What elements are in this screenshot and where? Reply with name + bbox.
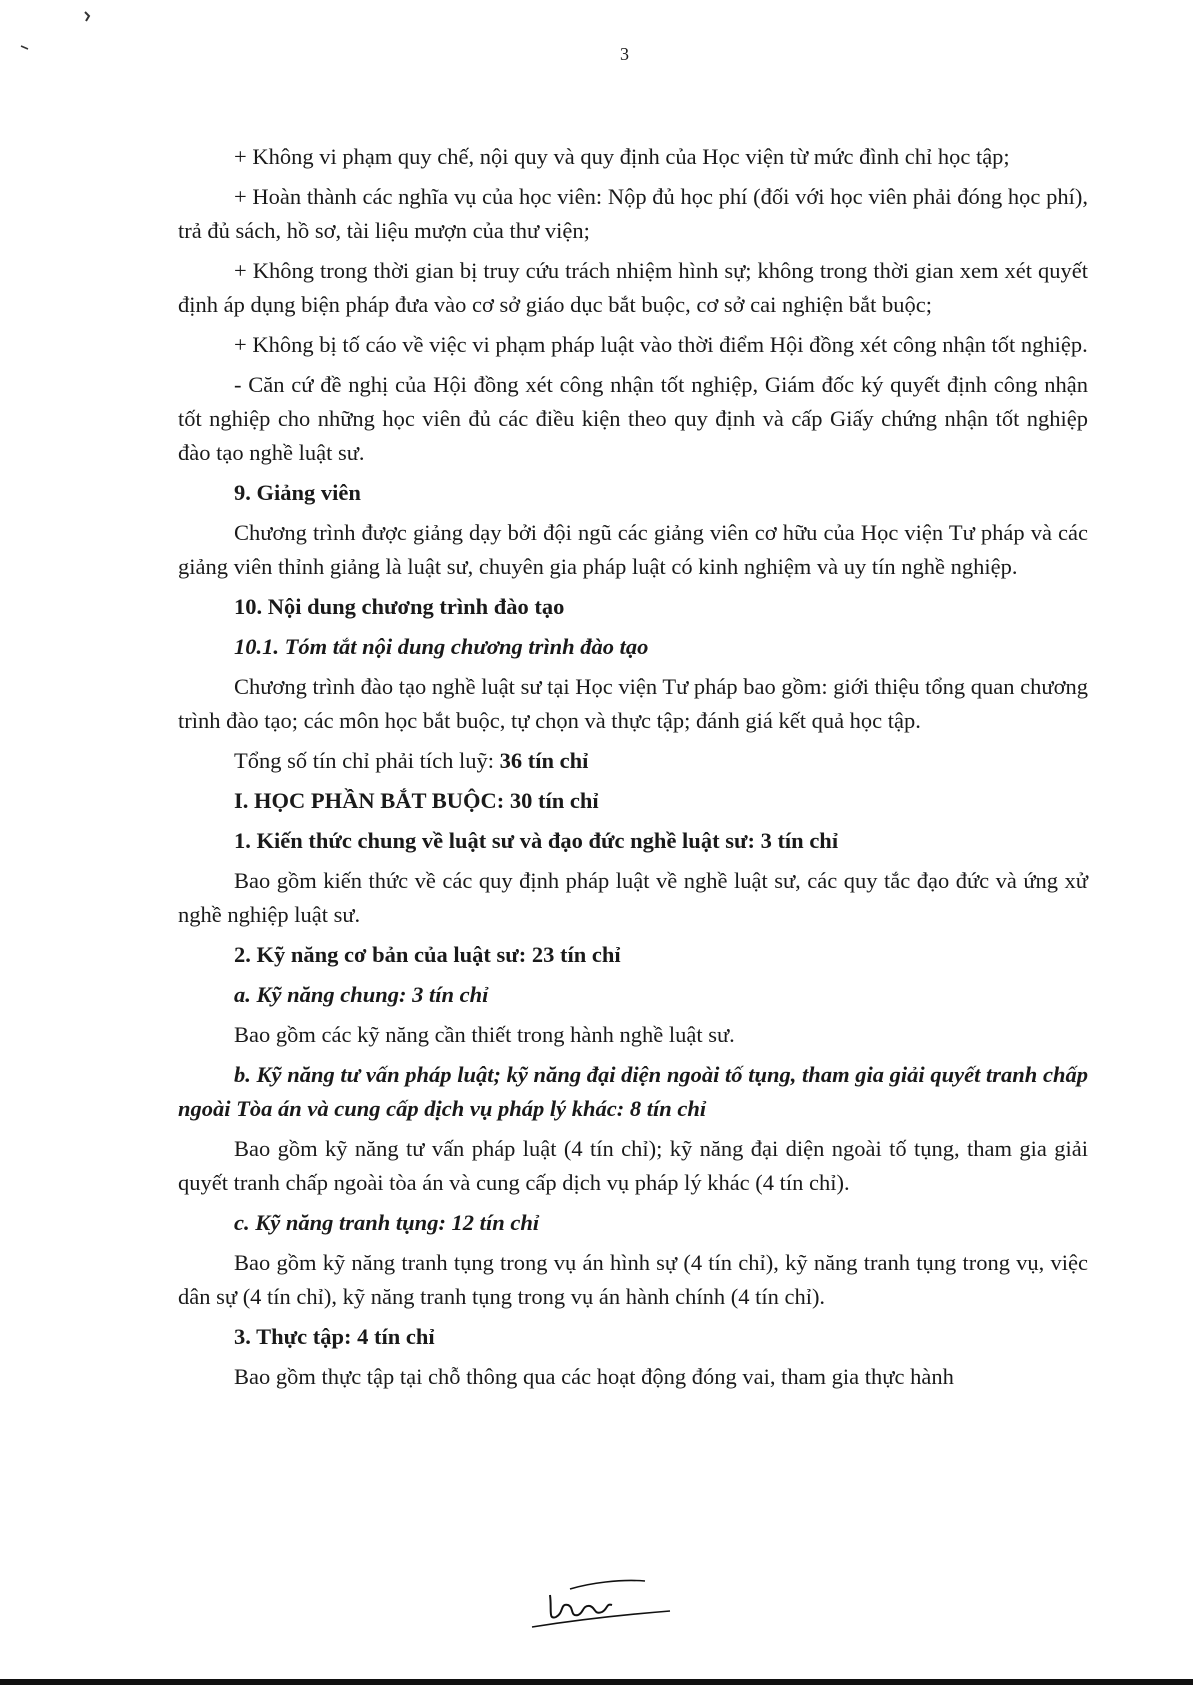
scan-dash-icon	[20, 44, 32, 52]
subsection-heading: 10.1. Tóm tắt nội dung chương trình đào tạo	[234, 634, 649, 659]
paragraph: Bao gồm các kỹ năng cần thiết trong hành nghề luật sư.	[234, 1022, 735, 1047]
paragraph: + Không trong thời gian bị truy cứu trách nhiệm hình sự; không trong thời gian xem xét quyết định áp dụng biện pháp đưa vào cơ sở giáo dục bắt buộc, cơ sở cai nghiện bắt buộc;	[178, 258, 1088, 317]
signature-initials	[530, 1565, 680, 1635]
scan-mark-icon	[82, 10, 92, 24]
paragraph: + Không vi phạm quy chế, nội quy và quy định của Học viện từ mức đình chỉ học tập;	[234, 144, 1010, 169]
section-heading: 3. Thực tập: 4 tín chỉ	[234, 1324, 435, 1349]
section-heading: 10. Nội dung chương trình đào tạo	[234, 594, 565, 619]
total-credits	[178, 744, 1088, 778]
section-heading: 9. Giảng viên	[234, 480, 361, 505]
page-number: 3	[620, 44, 629, 64]
paragraph: Chương trình được giảng dạy bởi đội ngũ các giảng viên cơ hữu của Học viện Tư pháp và các giảng viên thỉnh giảng là luật sư, chuyên gia pháp luật có kinh nghiệm và uy tín nghề nghiệp.	[178, 520, 1088, 579]
total-credits-label: Tổng số tín chỉ phải tích luỹ:	[234, 748, 494, 773]
scan-edge	[0, 1679, 1193, 1685]
paragraph: Bao gồm kiến thức về các quy định pháp luật về nghề luật sư, các quy tắc đạo đức và ứng xử nghề nghiệp luật sư.	[178, 868, 1088, 927]
section-heading: 2. Kỹ năng cơ bản của luật sư: 23 tín chỉ	[234, 942, 621, 967]
subsection-heading: a. Kỹ năng chung: 3 tín chỉ	[234, 982, 489, 1007]
paragraph: Bao gồm kỹ năng tranh tụng trong vụ án hình sự (4 tín chỉ), kỹ năng tranh tụng trong vụ, việc dân sự (4 tín chỉ), kỹ năng tranh tụng trong vụ án hành chính (4 tín chỉ).	[178, 1250, 1088, 1309]
paragraph: Bao gồm kỹ năng tư vấn pháp luật (4 tín chỉ); kỹ năng đại diện ngoài tố tụng, tham gia giải quyết tranh chấp ngoài tòa án và cung cấp dịch vụ pháp lý khác (4 tín chỉ).	[178, 1136, 1088, 1195]
paragraph: + Hoàn thành các nghĩa vụ của học viên: Nộp đủ học phí (đối với học viên phải đóng học phí), trả đủ sách, hồ sơ, tài liệu mượn của thư viện;	[178, 184, 1088, 243]
total-credits-value: 36 tín chỉ	[499, 748, 589, 773]
paragraph: + Không bị tố cáo về việc vi phạm pháp luật vào thời điểm Hội đồng xét công nhận tốt nghiệp.	[234, 332, 1088, 357]
subsection-heading: b. Kỹ năng tư vấn pháp luật; kỹ năng đại diện ngoài tố tụng, tham gia giải quyết tranh chấp ngoài Tòa án và cung cấp dịch vụ pháp lý khác: 8 tín chỉ	[178, 1062, 1088, 1121]
section-heading: 1. Kiến thức chung về luật sư và đạo đức nghề luật sư: 3 tín chỉ	[234, 828, 839, 853]
paragraph: Chương trình đào tạo nghề luật sư tại Học viện Tư pháp bao gồm: giới thiệu tổng quan chương trình đào tạo; các môn học bắt buộc, tự chọn và thực tập; đánh giá kết quả học tập.	[178, 674, 1088, 733]
paragraph: Bao gồm thực tập tại chỗ thông qua các hoạt động đóng vai, tham gia thực hành	[234, 1364, 954, 1389]
section-heading: I. HỌC PHẦN BẮT BUỘC: 30 tín chỉ	[234, 788, 599, 813]
subsection-heading: c. Kỹ năng tranh tụng: 12 tín chỉ	[234, 1210, 540, 1235]
document-body	[178, 140, 1088, 1400]
paragraph: - Căn cứ đề nghị của Hội đồng xét công nhận tốt nghiệp, Giám đốc ký quyết định công nhận tốt nghiệp cho những học viên đủ các điều kiện theo quy định và cấp Giấy chứng nhận tốt nghiệp đào tạo nghề luật sư.	[178, 372, 1088, 465]
